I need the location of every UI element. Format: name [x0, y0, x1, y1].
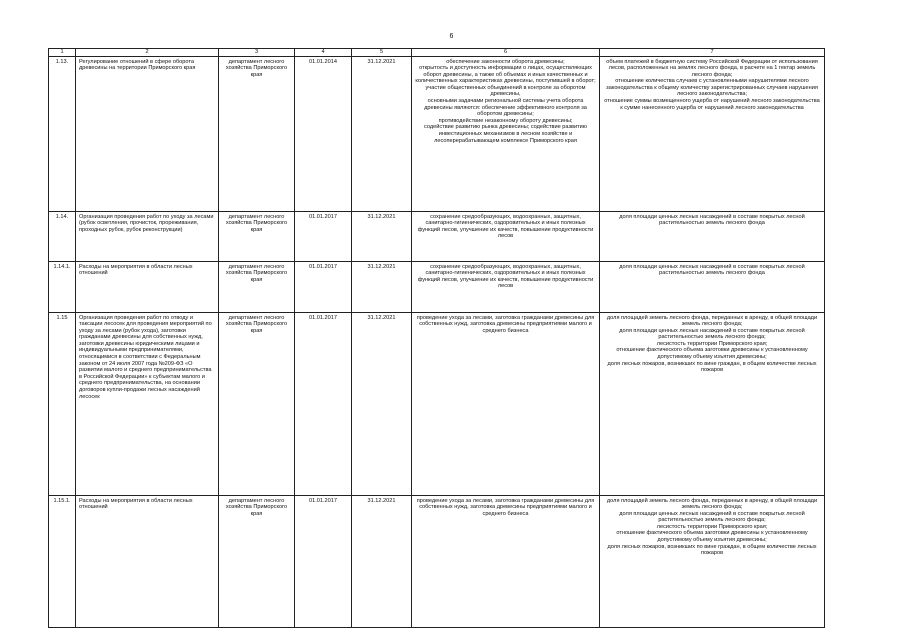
responsible-executor: департамент лесного хозяйства Приморского края	[219, 211, 295, 261]
expected-result: проведение ухода за лесами, заготовка гражданами древесины для собственных нужд, заготовка древесины предприятиями малого и среднего бизнеса	[412, 312, 600, 495]
row-number: 1.14.1.	[49, 261, 76, 312]
target-indicators: доля площади ценных лесных насаждений в составе покрытых лесной растительностью земель лесного фонда	[600, 211, 825, 261]
start-date: 01.01.2014	[295, 56, 352, 211]
activity-name: Регулирование отношений в сфере оборота древесины на территории Приморского края	[76, 56, 219, 211]
row-number: 1.14.	[49, 211, 76, 261]
row-number: 1.15	[49, 312, 76, 495]
expected-result: сохранение средообразующих, водоохранных, защитных, санитарно-гигиенических, оздоровительных и иных полезных функций лесов, улучшение их качеств, повышение продуктивности лесов	[412, 211, 600, 261]
column-number: 3	[219, 49, 295, 57]
end-date: 31.12.2021	[352, 495, 412, 627]
start-date: 01.01.2017	[295, 261, 352, 312]
table-row	[49, 261, 825, 312]
column-number: 1	[49, 49, 76, 57]
column-number: 2	[76, 49, 219, 57]
program-activities-table	[48, 48, 825, 628]
activity-name: Расходы на мероприятия в области лесных отношений	[76, 261, 219, 312]
target-indicators: доля площадей земель лесного фонда, переданных в аренду, в общей площади земель лесного фонда; доля площади ценных лесных насаждений в составе покрытых лесной растительностью земель лесного фонда; лесистость территории Приморского края; отношение фактического объема заготовки древесины к установленному допустимому объему изъятия древесины; доля лесных пожаров, возникших по вине граждан, в общем количестве лесных пожаров	[600, 312, 825, 495]
start-date: 01.01.2017	[295, 211, 352, 261]
responsible-executor: департамент лесного хозяйства Приморского края	[219, 495, 295, 627]
table-row	[49, 56, 825, 211]
responsible-executor: департамент лесного хозяйства Приморского края	[219, 56, 295, 211]
end-date: 31.12.2021	[352, 56, 412, 211]
expected-result: обеспечение законности оборота древесины; открытость и доступность информации о лицах, осуществляющих оборот древесины, а также об объемах и иных качественных и количественных характеристиках древесины, поступившей в оборот; участие общественных объединений в контроле за оборотом древесины, основными задачами региональной системы учета оборота древесины являются: обеспечение эффективного контроля за оборотом древесины; противодействие незаконному обороту древесины; содействие развитию рынка древесины; содействие развитию инвестиционных механизмов в лесном хозяйстве и лесоперерабатывающем комплексе Приморского края	[412, 56, 600, 211]
column-number: 5	[352, 49, 412, 57]
target-indicators: доля площадей земель лесного фонда, переданных в аренду, в общей площади земель лесного фонда; доля площади ценных лесных насаждений в составе покрытых лесной растительностью земель лесного фонда; лесистость территории Приморского края; отношение фактического объема заготовки древесины к установленному допустимому объему изъятия древесины; доля лесных пожаров, возникших по вине граждан, в общем количестве лесных пожаров	[600, 495, 825, 627]
activity-name: Организация проведения работ по уходу за лесами (рубок осветления, прочисток, прореживания, проходных рубок, рубок реконструкции)	[76, 211, 219, 261]
column-number-row	[49, 49, 825, 57]
start-date: 01.01.2017	[295, 312, 352, 495]
column-number: 4	[295, 49, 352, 57]
column-number: 6	[412, 49, 600, 57]
table-row	[49, 211, 825, 261]
expected-result: проведение ухода за лесами, заготовка гражданами древесины для собственных нужд, заготовка древесины предприятиями малого и среднего бизнеса	[412, 495, 600, 627]
target-indicators: объем платежей в бюджетную систему Российской Федерации от использования лесов, расположенных на землях лесного фонда, в расчете на 1 гектар земель лесного фонда; отношение количества случаев с установленными нарушителями лесного законодательства к общему количеству зарегистрированных случаев нарушения лесного законодательства; отношение суммы возмещенного ущерба от нарушений лесного законодательства к сумме нанесенного ущерба от нарушений лесного законодательства	[600, 56, 825, 211]
row-number: 1.15.1.	[49, 495, 76, 627]
row-number: 1.13.	[49, 56, 76, 211]
end-date: 31.12.2021	[352, 261, 412, 312]
end-date: 31.12.2021	[352, 312, 412, 495]
responsible-executor: департамент лесного хозяйства Приморского края	[219, 312, 295, 495]
page-number: 6	[449, 33, 454, 40]
column-number: 7	[600, 49, 825, 57]
responsible-executor: департамент лесного хозяйства Приморского края	[219, 261, 295, 312]
end-date: 31.12.2021	[352, 211, 412, 261]
start-date: 01.01.2017	[295, 495, 352, 627]
table-row	[49, 495, 825, 627]
activity-name: Организация проведения работ по отводу и таксации лесосек для проведения мероприятий по уходу за лесами (рубок ухода), заготовки гражданами древесины для собственных нужд, заготовки древесины юридическими лицами и индивидуальными предпринимателями, относящимися в соответствии с Федеральным законом от 24 июля 2007 года №209-ФЗ «О развитии малого и среднего предпринимательства в Российской Федерации» к субъектам малого и среднего предпринимательства, на основании договоров купли-продажи лесных насаждений лесосек	[76, 312, 219, 495]
activity-name: Расходы на мероприятия в области лесных отношений	[76, 495, 219, 627]
expected-result: сохранение средообразующих, водоохранных, защитных, санитарно-гигиенических, оздоровительных и иных полезных функций лесов, улучшение их качеств, повышение продуктивности лесов	[412, 261, 600, 312]
table-row	[49, 312, 825, 495]
target-indicators: доля площади ценных лесных насаждений в составе покрытых лесной растительностью земель лесного фонда	[600, 261, 825, 312]
